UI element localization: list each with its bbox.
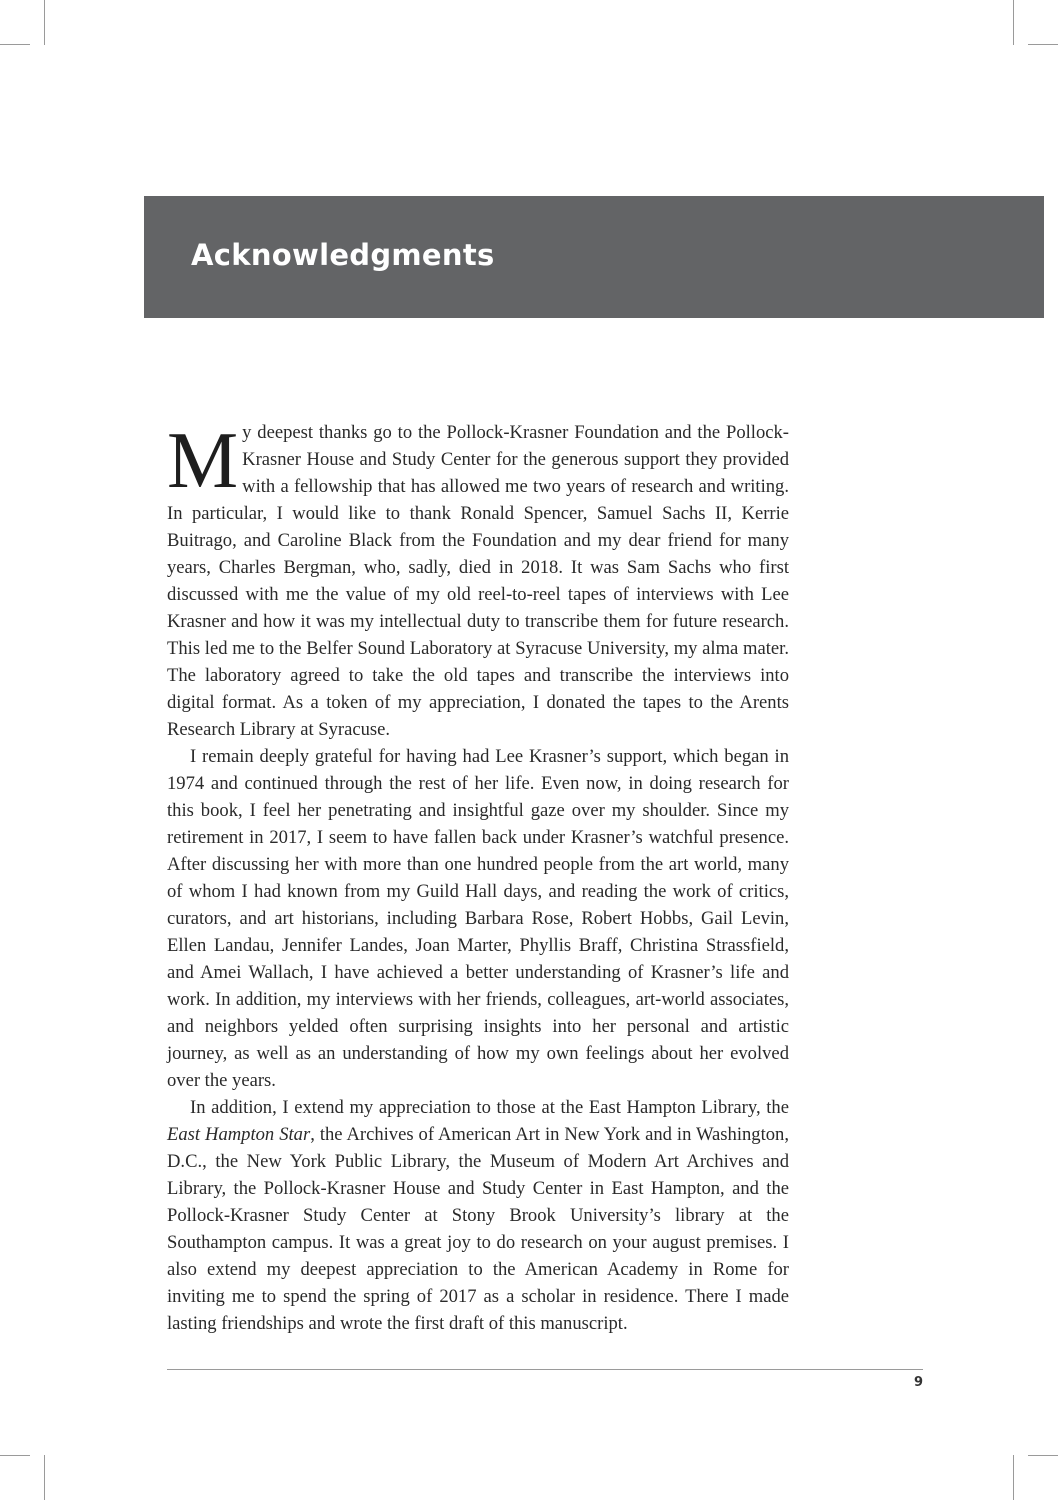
chapter-header-band [144, 196, 1044, 318]
crop-mark [1013, 0, 1014, 45]
crop-mark [1028, 1455, 1058, 1456]
page-title: Acknowledgments [191, 238, 495, 272]
crop-mark [44, 0, 45, 45]
page-number: 9 [913, 1375, 923, 1390]
body-text [167, 419, 789, 1337]
crop-mark [1013, 1455, 1014, 1500]
paragraph-3-text-b: , the Archives of American Art in New York and in Washington, D.C., the New York Public Library, the Museum of Modern Art Archives and Library, the Pollock-Krasner House and Study Center in East Hampton, and the Pollock-Krasner Study Center at Stony Brook University’s library at the Southampton campus. It was a great joy to do research on your august premises. I also extend my deepest appreciation to the American Academy in Rome for inviting me to spend the spring of 2017 as a scholar in residence. There I made lasting friendships and wrote the first draft of this manuscript. [167, 1124, 790, 1334]
crop-mark [0, 1455, 30, 1456]
paragraph-2: I remain deeply grateful for having had Lee Krasner’s support, which began in 1974 and continued through the rest of her life. Even now, in doing research for this book, I feel her penetrating and insightful gaze over my shoulder. Since my retirement in 2017, I seem to have fallen back under Krasner’s watchful presence. After discussing her with more than one hundred people from the art world, many of whom I had known from my Guild Hall days, and reading the work of critics, curators, and art historians, including Barbara Rose, Robert Hobbs, Gail Levin, Ellen Landau, Jennifer Landes, Joan Marter, Phyllis Braff, Christina Strassfield, and Amei Wallach, I have achieved a better understanding of Krasner’s life and work. In addition, my interviews with her friends, colleagues, art-world associates, and neighbors yelded often surprising insights into her personal and artistic journey, as well as an understanding of how my own feelings about her evolved over the years. [167, 746, 789, 1091]
paragraph-3 [167, 1094, 789, 1337]
footer-rule [167, 1369, 923, 1370]
drop-cap: M [167, 417, 239, 505]
paragraph-3-text-a: In addition, I extend my appreciation to those at the East Hampton Library, the [190, 1097, 789, 1118]
crop-mark [44, 1455, 45, 1500]
publication-title: East Hampton Star [167, 1124, 311, 1145]
crop-mark [0, 44, 30, 45]
paragraph-1 [167, 419, 789, 743]
paragraph-1-text: y deepest thanks go to the Pollock-Krasner Foundation and the Pollock-Krasner House and Study Center for the generous support they provided with a fellowship that has allowed me two years of research and writing. In particular, I would like to thank Ronald Spencer, Samuel Sachs II, Kerrie Buitrago, and Caroline Black from the Foundation and my dear friend for many years, Charles Bergman, who, sadly, died in 2018. It was Sam Sachs who first discussed with me the value of my old reel-to-reel tapes of interviews with Lee Krasner and how it was my intellectual duty to transcribe them for future research. This led me to the Belfer Sound Laboratory at Syracuse University, my alma mater. The laboratory agreed to take the old tapes and transcribe the interviews into digital format. As a token of my appreciation, I donated the tapes to the Arents Research Library at Syracuse. [167, 422, 789, 740]
crop-mark [1028, 44, 1058, 45]
